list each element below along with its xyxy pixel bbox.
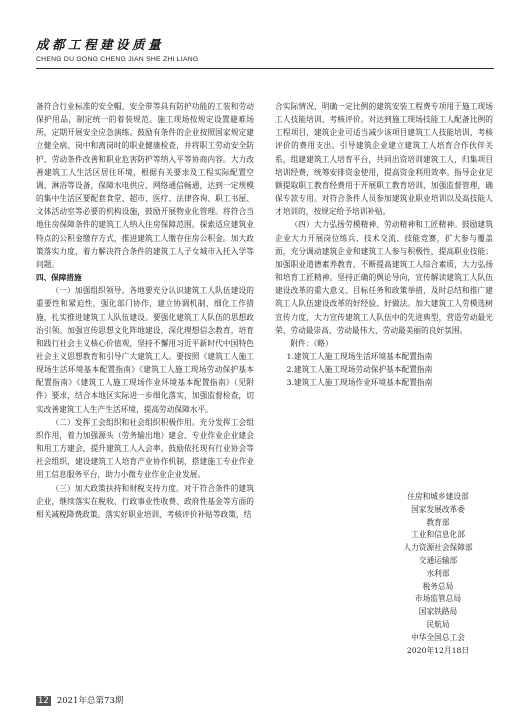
paragraph: （三）加大政策扶持和财税支持力度。对于符合条件的建筑企业，继续落实在税收、行政事业性收费、政府性基金等方面的相关减税降费政策。落实好职业培训、考核评价补贴等政策，结	[36, 483, 254, 519]
signatory-list	[383, 491, 493, 645]
journal-pinyin-subtitle: CHENG DU GONG CHENG JIAN SHE ZHI LIANG	[36, 56, 199, 63]
attachment-item: 1.建筑工人施工现场生活环境基本配置指南	[286, 351, 433, 361]
attachment-item: 3.建筑工人施工现场作业环境基本配置指南	[286, 378, 433, 388]
attachment-item: 2.建筑工人施工现场劳动保护基本配置指南	[286, 365, 433, 375]
left-column	[36, 100, 254, 521]
paragraph: （二）发挥工会组织和社会组织积极作用。充分发挥工会组织作用，着力加强源头（劳务输出地）建会、专业作业企业建会和用工方建会，提升建筑工人入会率。鼓励依托现有行业协会等社会组织，建设建筑工人培育产业协作机制，搭建施工专业作业用工信息服务平台，助力小微专业作业企业发展。	[36, 417, 254, 480]
journal-title: 成都工程建设质量	[36, 37, 165, 52]
signatory-org: 中华全国总工会	[411, 632, 465, 642]
paragraph: 附件：（略）	[290, 338, 333, 348]
paragraph: 备符合行业标准的安全帽、安全带等具有防护功能的工装和劳动保护用品，制定统一的着装规范。施工现场按规定设置避难场所，定期开展安全应急演练。鼓励有条件的企业按照国家规定建立健全病、岗中和离岗时的职业健康检查，并将职工劳动安全防护、劳动条件改善和职业危害防护等纳入平等协商内容。大力改善建筑工人生活区居住环境，根据有关要求及工程实际配置空调、淋浴等设备，保障水电供应、网络通信畅通，达到一定规模的集中生活区要配套食堂、超市、医疗、法律咨询、职工书屋、文体活动室等必要的机构设施，鼓励开展物业化管理。将符合当地住房保障条件的建筑工人纳入住房保障范围。探索适应建筑业特点的公积金缴存方式，推进建筑工人缴存住房公积金。加大政策落实力度，着力解决符合条件的建筑工人子女城市入托入学等问题。	[36, 102, 254, 269]
masthead-rule	[36, 68, 494, 69]
page-number: 12	[38, 696, 49, 706]
right-column	[275, 100, 493, 389]
signatory-org: 水利部	[426, 568, 450, 578]
signatory-org: 住房和城乡建设部	[407, 492, 469, 501]
signatory-org: 国家发展改革委	[411, 504, 465, 514]
signatory-org: 市场监管总局	[414, 594, 462, 604]
signatory-block	[383, 491, 493, 657]
signatory-org: 税务总局	[422, 581, 454, 591]
signatory-org: 工业和信息化部	[411, 530, 465, 540]
signatory-org: 国家铁路局	[418, 607, 458, 617]
section-heading: 四、保障措施	[36, 273, 82, 283]
issue-label: 2021年总第73期	[56, 696, 124, 706]
paragraph: （一）加强组织领导。各地要充分认识建筑工人队伍建设的重要性和紧迫性，强化部门协作，建立协调机制，细化工作措施，扎实推进建筑工人队伍建设。要强化建筑工人队伍的思想政治引领。加强宣传思想文化阵地建设，深化理想信念教育，培育和践行社会主义核心价值观，坚持不懈用习近平新时代中国特色社会主义思想教育和引导广大建筑工人。要按照《建筑工人施工现场生活环境基本配置指南》《建筑工人施工现场劳动保护基本配置指南》《建筑工人施工现场作业环境基本配置指南》（见附件）要求，结合本地区实际进一步细化落实，加强监督检查，切实改善建筑工人生产生活环境，提高劳动保障水平。	[36, 286, 254, 414]
issue-date: 2020年12月18日	[406, 645, 470, 655]
masthead	[36, 37, 494, 65]
signatory-org: 人力资源社会保障部	[403, 543, 473, 553]
signatory-org: 教育部	[426, 517, 450, 527]
paragraph: 合实际情况，明确一定比例的建筑安装工程费专项用于施工现场工人技能培训、考核评价。对达到施工现场技能工人配备比例的工程项目，建筑企业可适当减少该项目建筑工人技能培训、考核评价的费用支出。引导建筑企业建立建筑工人培育合作伙伴关系，组建建筑工人培育平台，共同出资培训建筑工人，归集项目培训经费，统筹安排资金使用，提高资金利用效率。指导企业足额提取职工教育经费用于开展职工教育培训，加强监督管理，确保专款专用。对符合条件人员参加建筑业职业培训以及高技能人才培训的，按规定给予培训补贴。	[275, 102, 493, 217]
paragraph: （四）大力弘扬劳模精神、劳动精神和工匠精神。鼓励建筑企业大力开展岗位练兵、技术交流、技能竞赛，扩大参与覆盖面，充分调动建筑企业和建筑工人参与积极性，提高职业技能；加强职业道德素养教育，不断提高建筑工人综合素质，大力弘扬和培育工匠精神。坚持正确的舆论导向，宣传解读建筑工人队伍建设改革的重大意义、目标任务和政策举措，及时总结和推广建筑工人队伍建设改革的好经验、好做法。加大建筑工人劳模选树宣传力度，大力宣传建筑工人队伍中的先进典型，营造劳动最光荣、劳动最崇高、劳动最伟大、劳动最美丽的良好氛围。	[275, 220, 493, 335]
signatory-org: 交通运输部	[418, 555, 458, 565]
signatory-org: 民航局	[426, 619, 450, 629]
page-footer	[36, 694, 123, 706]
